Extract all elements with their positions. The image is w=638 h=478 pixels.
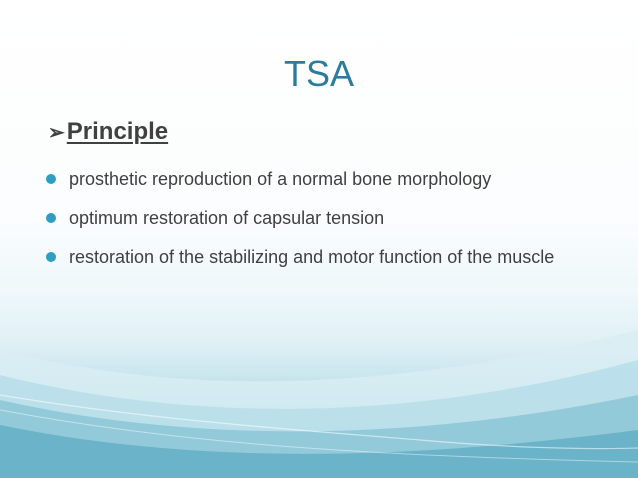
arrow-bullet-icon: ➢	[48, 122, 65, 144]
slide-title: TSA	[283, 53, 354, 94]
bullet-dot-icon	[46, 252, 56, 262]
bullet-dot-icon	[46, 174, 56, 184]
heading-text: Principle	[66, 118, 169, 145]
list-item	[46, 168, 586, 190]
list-item	[46, 207, 586, 229]
section-heading	[48, 116, 168, 149]
bullet-dot-icon	[46, 213, 56, 223]
list-item-text: restoration of the stabilizing and motor function of the muscle	[69, 247, 555, 267]
list-item-text: prosthetic reproduction of a normal bone morphology	[69, 169, 492, 189]
list-item-text: optimum restoration of capsular tension	[69, 208, 385, 228]
list-item	[46, 246, 586, 268]
bullet-list	[46, 168, 586, 285]
